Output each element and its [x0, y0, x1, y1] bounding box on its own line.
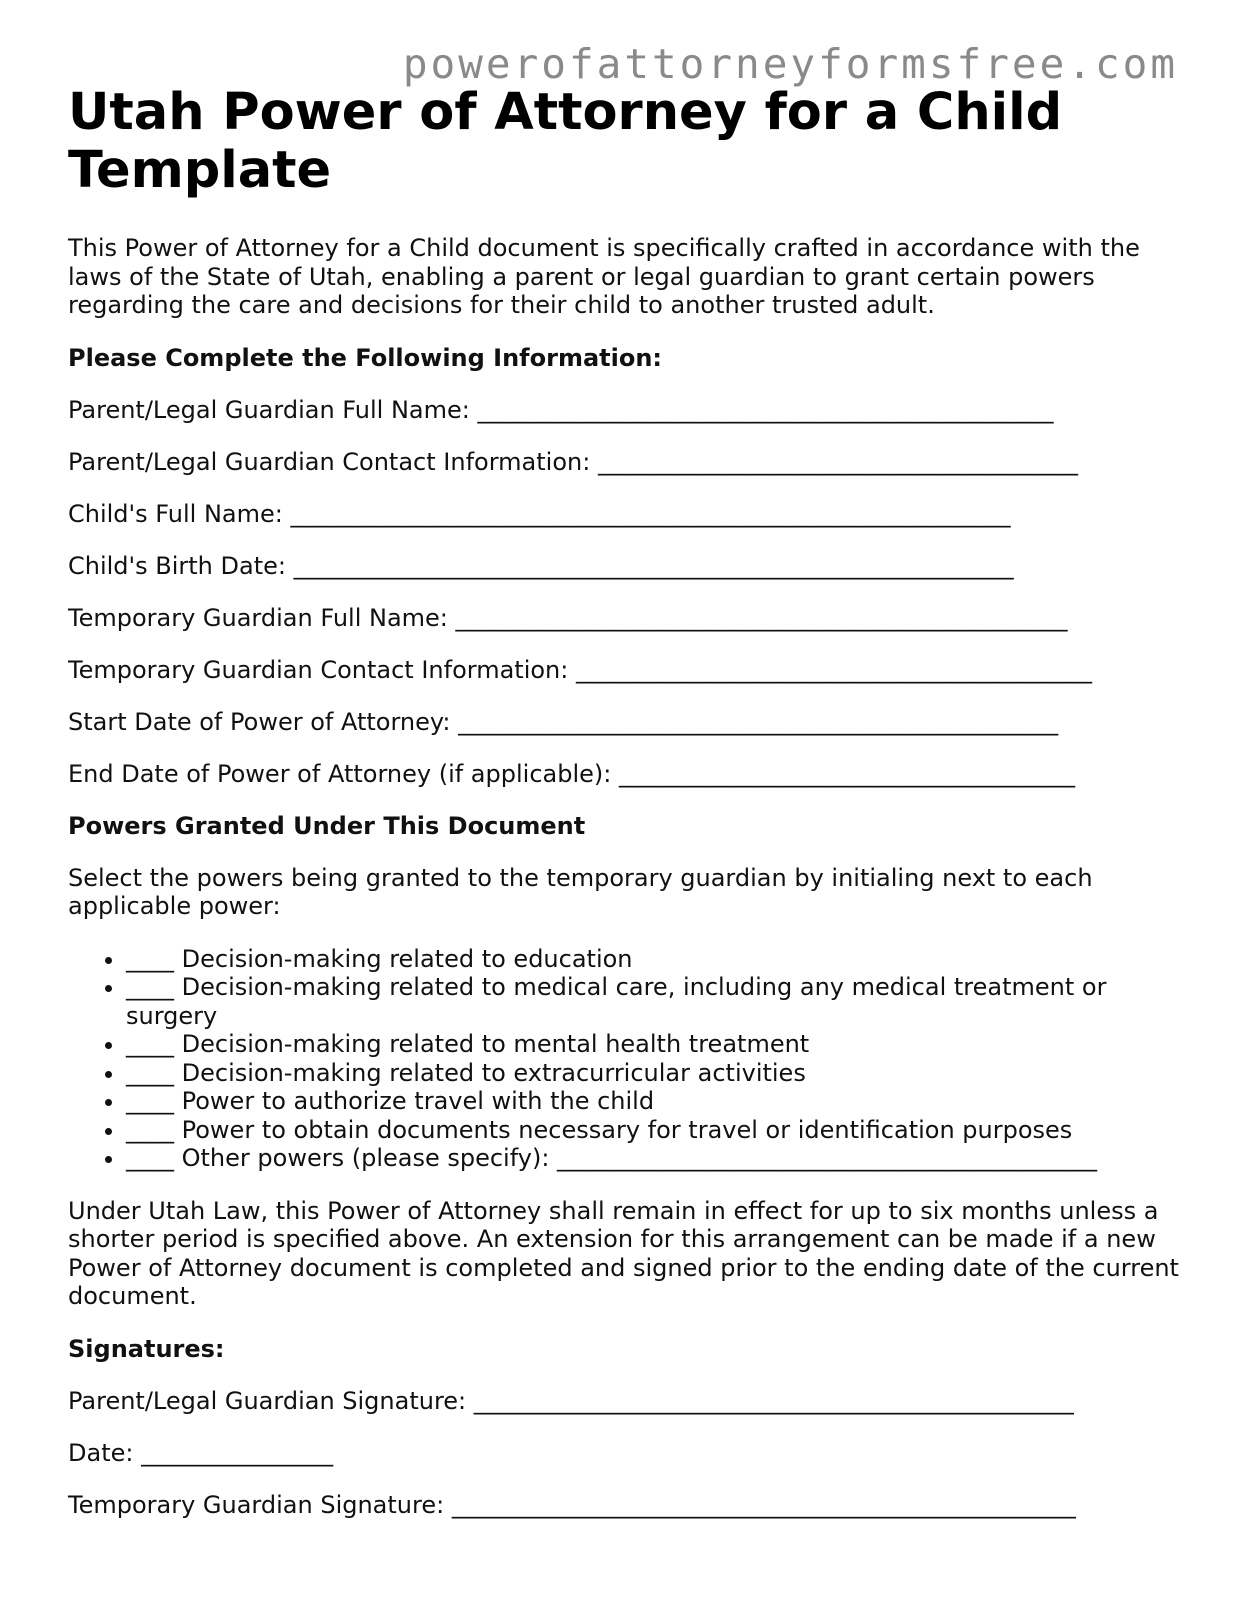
power-item-mental-health[interactable]: • ____ Decision-making related to mental health treatment — [126, 1030, 1180, 1059]
fill-in-blank[interactable]: ___________________________________________________ — [455, 603, 1068, 632]
field-signature-date[interactable] — [68, 1439, 1180, 1467]
field-label: Parent/Legal Guardian Contact Information: — [68, 447, 591, 476]
fill-in-blank[interactable]: __________________________________________________ — [473, 1386, 1074, 1415]
signatures-heading: Signatures: — [68, 1334, 225, 1363]
field-temp-guardian-contact[interactable] — [68, 656, 1180, 684]
intro-paragraph: This Power of Attorney for a Child document is specifically crafted in accordance with the laws of the State of Utah, enabling a parent or legal guardian to grant certain powers regarding the care and decisions for their child to another trusted adult. — [68, 234, 1140, 319]
fill-in-blank[interactable]: ____________________________________________________________ — [290, 499, 1011, 528]
power-item-travel[interactable]: • ____ Power to authorize travel with the child — [126, 1087, 1180, 1116]
field-label: Temporary Guardian Full Name: — [68, 603, 448, 632]
fill-in-blank[interactable]: __________________________________________________ — [458, 707, 1059, 736]
fill-in-blank[interactable]: ________________________________________________ — [477, 395, 1054, 424]
field-label: Parent/Legal Guardian Full Name: — [68, 395, 470, 424]
field-label: Temporary Guardian Signature: — [68, 1490, 445, 1519]
field-parent-name[interactable] — [68, 396, 1180, 424]
field-parent-contact[interactable] — [68, 448, 1180, 476]
fill-in-blank[interactable]: ____________________________________________________________ — [293, 551, 1014, 580]
fill-in-blank[interactable]: ____________________________________________________ — [451, 1490, 1076, 1519]
field-start-date[interactable] — [68, 708, 1180, 736]
powers-heading: Powers Granted Under This Document — [68, 811, 586, 840]
power-item-documents[interactable]: • ____ Power to obtain documents necessary for travel or identification purposes — [126, 1116, 1180, 1145]
power-item-education[interactable]: • ____ Decision-making related to education — [126, 945, 1180, 974]
document-page — [68, 84, 1180, 1519]
fill-in-blank[interactable]: ________________________________________ — [597, 447, 1078, 476]
fill-in-blank[interactable]: ______________________________________ — [618, 759, 1075, 788]
field-child-birth-date[interactable] — [68, 552, 1180, 580]
field-child-name[interactable] — [68, 500, 1180, 528]
watermark: powerofattorneyformsfree.com — [402, 40, 1178, 88]
field-end-date[interactable] — [68, 760, 1180, 788]
field-label: Date: — [68, 1438, 134, 1467]
law-paragraph: Under Utah Law, this Power of Attorney shall remain in effect for up to six months unless a shorter period is specified above. An extension for this arrangement can be made if a new Power of Attorney document is completed and signed prior to the ending date of the current document. — [68, 1196, 1179, 1310]
field-temp-guardian-signature[interactable] — [68, 1491, 1180, 1519]
powers-instruction: Select the powers being granted to the temporary guardian by initialing next to each applicable power: — [68, 863, 1093, 920]
field-parent-signature[interactable] — [68, 1387, 1180, 1415]
power-item-extracurricular[interactable]: • ____ Decision-making related to extracurricular activities — [126, 1059, 1180, 1088]
fill-in-blank[interactable]: ________________ — [141, 1438, 334, 1467]
field-label: End Date of Power of Attorney (if applicable): — [68, 759, 612, 788]
power-item-other[interactable]: • ____ Other powers (please specify): _____________________________________________ — [126, 1144, 1180, 1173]
document-title: Utah Power of Attorney for a Child Template — [68, 83, 1063, 200]
power-item-medical[interactable]: • ____ Decision-making related to medical care, including any medical treatment or surgery — [126, 973, 1180, 1030]
field-label: Start Date of Power of Attorney: — [68, 707, 451, 736]
field-temp-guardian-name[interactable] — [68, 604, 1180, 632]
field-label: Temporary Guardian Contact Information: — [68, 655, 569, 684]
field-label: Parent/Legal Guardian Signature: — [68, 1386, 467, 1415]
field-label: Child's Birth Date: — [68, 551, 286, 580]
info-heading: Please Complete the Following Information: — [68, 343, 663, 372]
field-label: Child's Full Name: — [68, 499, 283, 528]
fill-in-blank[interactable]: ___________________________________________ — [575, 655, 1092, 684]
powers-list — [68, 945, 1180, 1173]
